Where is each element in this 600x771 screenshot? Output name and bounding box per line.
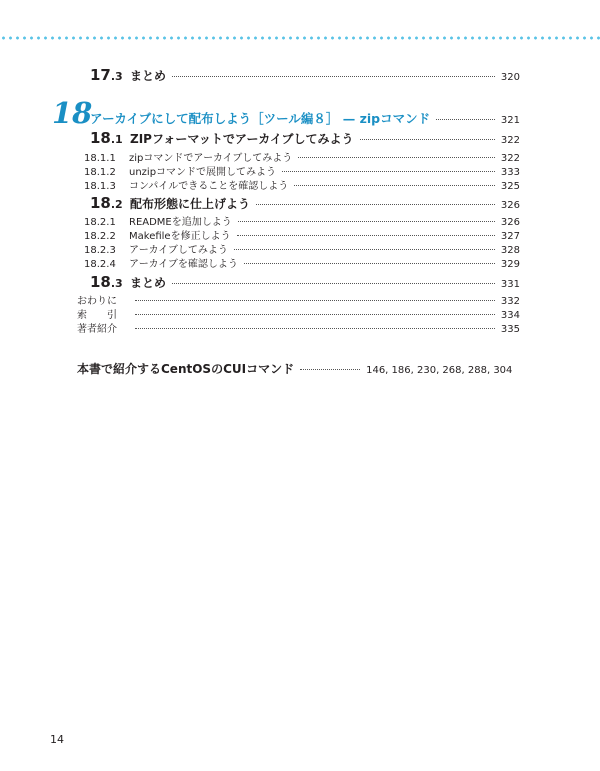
section-number: 18.2 xyxy=(90,194,123,212)
toc-entry-18-1-2[interactable] xyxy=(84,163,520,178)
misc-title: おわりに xyxy=(77,296,117,307)
dot-leader xyxy=(237,235,495,236)
page-number: 320 xyxy=(500,72,520,83)
toc-entry-18-2-3[interactable] xyxy=(84,241,520,256)
section-title: まとめ xyxy=(130,276,167,290)
section-number: 18.3 xyxy=(90,273,123,291)
toc-entry-18-1-3[interactable] xyxy=(84,177,520,192)
top-dotted-border xyxy=(0,36,600,40)
page-number: 332 xyxy=(500,296,520,307)
subsection-title: アーカイブしてみよう xyxy=(129,245,228,256)
dot-leader xyxy=(234,249,495,250)
subsection-number: 18.2.1 xyxy=(84,217,116,228)
page-number: 325 xyxy=(500,181,520,192)
toc-entry-afterword[interactable] xyxy=(77,292,520,307)
page-numbers: 146, 186, 230, 268, 288, 304 xyxy=(366,365,513,376)
page-number: 333 xyxy=(500,167,520,178)
chapter-title: アーカイブにして配布しよう［ツール編８］ — zipコマンド xyxy=(90,111,431,126)
page-number: 329 xyxy=(500,259,520,270)
dot-leader xyxy=(300,369,360,370)
dot-leader xyxy=(172,76,495,77)
toc-entry-18-3[interactable] xyxy=(90,273,520,291)
dot-leader xyxy=(360,139,495,140)
toc-entry-cui-commands[interactable] xyxy=(77,360,520,377)
section-title: まとめ xyxy=(130,69,167,83)
dot-leader xyxy=(135,328,495,329)
dot-leader xyxy=(298,157,495,158)
appendix-title: 本書で紹介するCentOSのCUIコマンド xyxy=(77,362,295,376)
subsection-title: アーカイブを確認しよう xyxy=(129,259,238,270)
toc-entry-18-2-2[interactable] xyxy=(84,227,520,242)
dot-leader xyxy=(436,119,495,120)
page-number: 326 xyxy=(500,217,520,228)
dot-leader xyxy=(238,221,495,222)
toc-entry-18-1-1[interactable] xyxy=(84,149,520,164)
subsection-number: 18.2.2 xyxy=(84,231,116,242)
section-number: 18.1 xyxy=(90,129,123,147)
misc-title: 索 引 xyxy=(77,310,117,321)
dot-leader xyxy=(282,171,495,172)
toc-entry-17-3[interactable] xyxy=(90,66,520,84)
toc-entry-18-2[interactable] xyxy=(90,194,520,212)
page-number: 328 xyxy=(500,245,520,256)
subsection-title: コンパイルできることを確認しよう xyxy=(129,181,289,192)
subsection-number: 18.1.3 xyxy=(84,181,116,192)
dot-leader xyxy=(172,283,495,284)
dot-leader xyxy=(244,263,495,264)
subsection-number: 18.2.3 xyxy=(84,245,116,256)
toc-entry-18-2-1[interactable] xyxy=(84,213,520,228)
subsection-title: zipコマンドでアーカイブしてみよう xyxy=(129,153,293,164)
page-number: 326 xyxy=(500,200,520,211)
page-number: 331 xyxy=(500,279,520,290)
page-number: 322 xyxy=(500,153,520,164)
section-number: 17.3 xyxy=(90,66,123,84)
toc-entry-index[interactable] xyxy=(77,306,520,321)
section-title: ZIPフォーマットでアーカイブしてみよう xyxy=(130,132,354,146)
page-number: 322 xyxy=(500,135,520,146)
page-number: 334 xyxy=(500,310,520,321)
subsection-title: READMEを追加しよう xyxy=(129,217,232,228)
footer-page-number: 14 xyxy=(50,733,64,746)
subsection-title: Makefileを修正しよう xyxy=(129,231,231,242)
dot-leader xyxy=(256,204,495,205)
chapter-number: 18 xyxy=(52,96,93,130)
subsection-number: 18.1.2 xyxy=(84,167,116,178)
page-number: 321 xyxy=(500,115,520,126)
dot-leader xyxy=(135,314,495,315)
dot-leader xyxy=(294,185,495,186)
section-title: 配布形態に仕上げよう xyxy=(130,197,251,211)
subsection-number: 18.1.1 xyxy=(84,153,116,164)
toc-chapter-18[interactable] xyxy=(52,96,520,130)
subsection-number: 18.2.4 xyxy=(84,259,116,270)
toc-entry-18-2-4[interactable] xyxy=(84,255,520,270)
toc-entry-18-1[interactable] xyxy=(90,129,520,147)
misc-title: 著者紹介 xyxy=(77,324,117,335)
page-number: 327 xyxy=(500,231,520,242)
toc-entry-author[interactable] xyxy=(77,320,520,335)
page-number: 335 xyxy=(500,324,520,335)
dot-leader xyxy=(135,300,495,301)
subsection-title: unzipコマンドで展開してみよう xyxy=(129,167,277,178)
